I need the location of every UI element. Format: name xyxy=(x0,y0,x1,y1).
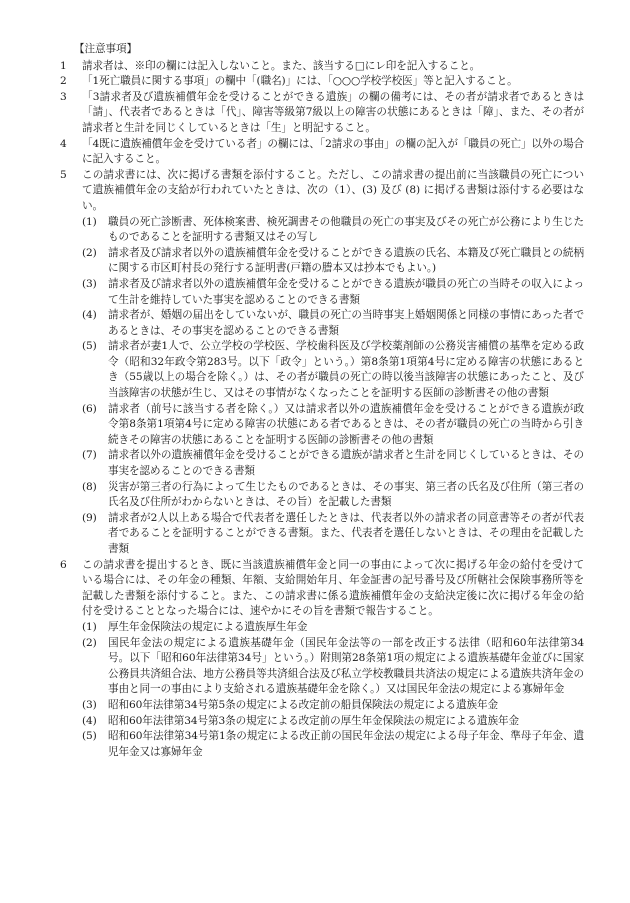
note-item xyxy=(60,558,584,761)
note-subitem xyxy=(82,246,584,277)
note-subitem-text: 請求者及び請求者以外の遺族補償年金を受けることができる遺族の氏名、本籍及び死亡職員との続柄に関する市区町村長の発行する証明書(戸籍の謄本又は抄本でもよい。) xyxy=(108,246,584,275)
note-item-number: 6 xyxy=(60,558,67,571)
note-item-number: 2 xyxy=(60,75,67,88)
note-subitem-number: (4) xyxy=(82,309,97,322)
note-subitem xyxy=(82,277,584,308)
note-item-text: 「4既に遺族補償年金を受けている者」の欄には、「2請求の事由」の欄の記入が「職員の死亡」以外の場合に記入すること。 xyxy=(82,137,584,166)
note-item xyxy=(60,168,584,558)
note-item-text: 「3請求者及び遺族補償年金を受けることができる遺族」の欄の備考には、その者が請求者であるときは「請」、代表者であるときは「代」、障害等級第7級以上の障害の状態にあるときは「障」、また、その者が請求者と生計を同じくしているときは「生」と明記すること。 xyxy=(82,90,584,134)
note-item-row xyxy=(60,59,584,75)
note-subitem-text: 請求者及び請求者以外の遺族補償年金を受けることができる遺族が職員の死亡の当時その収入によって生計を維持していた事実を認めることのできる書類 xyxy=(108,277,584,306)
note-subitem-number: (2) xyxy=(82,636,97,649)
note-subitem xyxy=(82,729,584,760)
note-subitem-number: (8) xyxy=(82,480,97,493)
note-subitem-text: 請求者が2人以上ある場合で代表者を選任したときは、代表者以外の請求者の同意書等その者が代表者であることを証明することができる書類。また、代表者を選任しないときは、その理由を記載した書類 xyxy=(108,511,584,555)
note-item-row xyxy=(60,168,584,215)
note-item xyxy=(60,90,584,137)
note-subitem xyxy=(82,714,584,730)
note-subitem-number: (6) xyxy=(82,402,97,415)
note-item-number: 3 xyxy=(60,90,67,103)
note-subitem-text: 昭和60年法律第34号第1条の規定による改正前の国民年金法の規定による母子年金、準母子年金、遺児年金又は寡婦年金 xyxy=(108,730,584,758)
note-subitem xyxy=(82,636,584,698)
note-item-number: 4 xyxy=(60,137,67,150)
note-subitem-number: (4) xyxy=(82,714,97,727)
note-item-number: 1 xyxy=(60,59,67,72)
note-subitem-number: (9) xyxy=(82,511,97,524)
note-item-text: 「1死亡職員に関する事項」の欄中「(職名)」には、「○○○学校学校医」等と記入すること。 xyxy=(82,75,518,88)
note-subitem xyxy=(82,339,584,401)
note-subitem-text: 請求者以外の遺族補償年金を受けることができる遺族が請求者と生計を同じくしているときは、その事実を認めることのできる書類 xyxy=(108,449,584,478)
note-subitem xyxy=(82,620,584,636)
note-item-row xyxy=(60,90,584,137)
note-item-number: 5 xyxy=(60,168,67,181)
note-subitem-number: (5) xyxy=(82,340,97,353)
note-subitem-text: 厚生年金保険法の規定による遺族厚生年金 xyxy=(108,620,308,633)
note-item-text: この請求書を提出するとき、既に当該遺族補償年金と同一の事由によって次に掲げる年金の給付を受けている場合には、その年金の種類、年額、支給開始年月、年金証書の記号番号及び所轄社会保険事務所等を記載した書類を添付すること。また、この請求書に係る遺族補償年金の支給決定後に次に掲げる年金の給付を受けることとなった場合には、速やかにその旨を書類で報告すること。 xyxy=(82,558,584,618)
note-subitem-number: (1) xyxy=(82,620,97,633)
note-item xyxy=(60,59,584,75)
note-subitem-number: (5) xyxy=(82,730,97,743)
note-subitem xyxy=(82,480,584,511)
note-subitem xyxy=(82,448,584,479)
note-item-text: 請求者は、※印の欄には記入しないこと。また、該当する□にレ印を記入すること。 xyxy=(82,59,481,72)
note-subitem xyxy=(82,308,584,339)
note-subitem xyxy=(82,511,584,558)
note-subitem-text: 災害が第三者の行為によって生じたものであるときは、その事実、第三者の氏名及び住所（第三者の氏名及び住所がわからないときは、その旨）を記載した書類 xyxy=(108,480,584,509)
note-item xyxy=(60,137,584,168)
note-subitem-text: 職員の死亡診断書、死体検案書、検死調書その他職員の死亡の事実及びその死亡が公務により生じたものであることを証明する書類又はその写し xyxy=(108,215,584,244)
note-subitem-text: 請求者（前号に該当する者を除く。）又は請求者以外の遺族補償年金を受けることができる遺族が政令第8条第1項第4号に定める障害の状態にある者であるときは、その者が職員の死亡の当時から引き続きその障害の状態にあることを証明する医師の診断書その他の書類 xyxy=(108,402,584,446)
note-item-text: この請求書には、次に掲げる書類を添付すること。ただし、この請求書の提出前に当該職員の死亡について遺族補償年金の支給が行われていたときは、次の（1）、(3) 及び (8) に掲げる書類は添付する必要はない。 xyxy=(82,168,584,212)
notes-heading: 【注意事項】 xyxy=(74,43,137,55)
note-item-row xyxy=(60,74,584,90)
note-item xyxy=(60,74,584,90)
note-subitem-number: (1) xyxy=(82,215,97,228)
note-subitem-text: 昭和60年法律第34号第5条の規定による改定前の船員保険法の規定による遺族年金 xyxy=(108,698,498,711)
note-subitem-text: 請求者が妻1人で、公立学校の学校医、学校歯科医及び学校薬剤師の公務災害補償の基準を定める政令（昭和32年政令第283号。以下「政令」という。）第8条第1項第4号に定める障害の状態にあるとき（55歳以上の場合を除く。）は、その者が職員の死亡の時以後当該障害の状態にあったこと、及び当該障害の状態が生じ、又はその事情がなくなったことを証明する医師の診断書その他の書類 xyxy=(108,340,584,400)
note-subitem xyxy=(82,698,584,714)
note-subitem-text: 国民年金法の規定による遺族基礎年金（国民年金法等の一部を改正する法律（昭和60年法律第34号。以下「昭和60年法律第34号」という。）附則第28条第1項の規定による遺族基礎年金並びに国家公務員共済組合法、地方公務員等共済組合法及び私立学校教職員共済法の規定による遺族共済年金の事由と同一の事由により支給される遺族基礎年金を除く。）又は国民年金法の規定による寡婦年金 xyxy=(108,636,584,696)
note-subitem-number: (3) xyxy=(82,277,97,290)
note-subitem-number: (3) xyxy=(82,698,97,711)
note-subitem xyxy=(82,215,584,246)
note-subitem-number: (2) xyxy=(82,246,97,259)
notes-list xyxy=(60,59,584,761)
note-subitem xyxy=(82,402,584,449)
note-item-row xyxy=(60,558,584,620)
note-subitem-number: (7) xyxy=(82,449,97,462)
note-subitem-text: 昭和60年法律第34号第3条の規定による改定前の厚生年金保険法の規定による遺族年金 xyxy=(108,714,519,727)
note-subitem-text: 請求者が、婚姻の届出をしていないが、職員の死亡の当時事実上婚姻関係と同様の事情にあった者であるときは、その事実を認めることのできる書類 xyxy=(108,309,584,337)
note-item-row xyxy=(60,137,584,168)
